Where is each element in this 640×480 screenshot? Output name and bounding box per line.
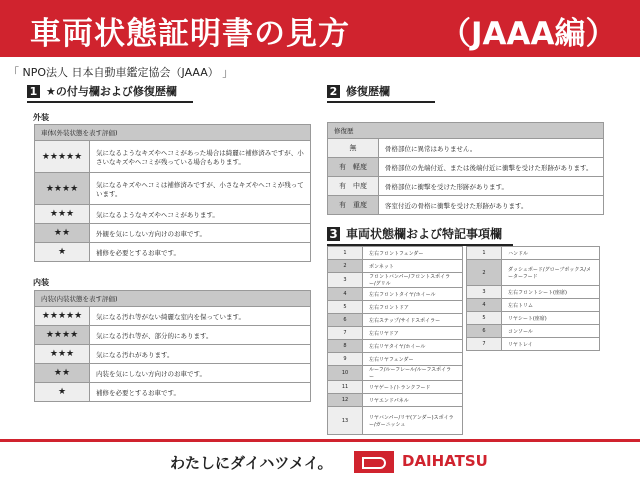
rating-cell: 3 <box>328 273 363 288</box>
rating-cell: 8 <box>328 340 363 353</box>
rating-cell: ★★★★ <box>35 173 90 205</box>
rating-cell: ★★★★ <box>35 326 90 345</box>
table-row <box>328 177 604 196</box>
rating-cell: 7 <box>328 327 363 340</box>
table-row <box>467 325 600 338</box>
description-cell: フロントバンパー/フロントスポイラー/グリル <box>363 273 463 288</box>
rating-cell: 10 <box>328 366 363 381</box>
slogan-logo: わたしにダイハツメイ。 <box>170 454 333 472</box>
table-row <box>328 260 463 273</box>
daihatsu-mark-icon <box>354 451 394 473</box>
table-row <box>328 327 463 340</box>
description-cell: 気になるようなキズやヘコミがあります。 <box>90 205 311 224</box>
brand-logo: DAIHATSU <box>402 452 488 470</box>
interior-parts-table <box>466 246 600 351</box>
description-cell: 気になる汚れ等がない綺麗な室内を保っています。 <box>90 307 311 326</box>
description-cell: リヤシート(座席) <box>502 312 600 325</box>
table-row <box>467 299 600 312</box>
rating-cell: ★ <box>35 383 90 402</box>
table-row <box>328 196 604 215</box>
section-title: 車両状態欄および特記事項欄 <box>346 227 503 241</box>
description-cell: 客室付近の骨格に衝撃を受けた形跡があります。 <box>379 196 604 215</box>
table-row <box>328 314 463 327</box>
table-row <box>328 394 463 407</box>
table-row <box>35 364 311 383</box>
description-cell: ハンドル <box>502 247 600 260</box>
exterior-rating-table <box>34 124 311 262</box>
footer-divider <box>0 439 640 442</box>
table-row <box>328 381 463 394</box>
rating-cell: 12 <box>328 394 363 407</box>
description-cell: 外観を気にしない方向けのお車です。 <box>90 224 311 243</box>
section-number: 1 <box>27 85 40 98</box>
table-row <box>328 273 463 288</box>
section-number: 2 <box>327 85 340 98</box>
rating-cell: 13 <box>328 407 363 435</box>
description-cell: 左右ステップ/サイドスポイラー <box>363 314 463 327</box>
rating-cell: ★★★ <box>35 345 90 364</box>
table-row <box>467 260 600 286</box>
rating-cell: 9 <box>328 353 363 366</box>
table-row <box>35 205 311 224</box>
description-cell: 気になる汚れがあります。 <box>90 345 311 364</box>
description-cell: 気になるキズやヘコミは補修済みですが、小さなキズやヘコミが残っています。 <box>90 173 311 205</box>
table-row <box>35 345 311 364</box>
rating-cell: 6 <box>467 325 502 338</box>
rating-cell: 4 <box>328 288 363 301</box>
rating-cell: ★★★★★ <box>35 307 90 326</box>
rating-cell: 有 重度 <box>328 196 379 215</box>
section2-heading <box>327 83 435 103</box>
table-row <box>467 338 600 351</box>
section1-heading <box>27 83 193 103</box>
table-row <box>467 247 600 260</box>
table-row <box>35 173 311 205</box>
section-title: 修復歴欄 <box>346 85 390 98</box>
rating-cell: 4 <box>467 299 502 312</box>
header-banner <box>0 0 640 57</box>
interior-label: 内装 <box>33 278 49 287</box>
description-cell: ルーフ/ルーフレール/ルーフスポイラー <box>363 366 463 381</box>
page-edition: （JAAA編） <box>440 16 617 52</box>
description-cell: 補修を必要とするお車です。 <box>90 243 311 262</box>
description-cell: 気になるようなキズやヘコミがあった場合は綺麗に補修済みですが、小さいなキズやヘコミが残っている場合もあります。 <box>90 141 311 173</box>
description-cell: 気になる汚れ等が、部分的にあります。 <box>90 326 311 345</box>
rating-cell: ★★★ <box>35 205 90 224</box>
description-cell: リヤバンパー/リヤ(アンダー)スポイラー/ガーニッシュ <box>363 407 463 435</box>
rating-cell: ★★ <box>35 364 90 383</box>
description-cell: 内装を気にしない方向けのお車です。 <box>90 364 311 383</box>
table-row <box>467 286 600 299</box>
table-row <box>35 326 311 345</box>
rating-cell: 有 軽度 <box>328 158 379 177</box>
table-row <box>467 312 600 325</box>
rating-cell: 3 <box>467 286 502 299</box>
rating-cell: 7 <box>467 338 502 351</box>
rating-cell: 6 <box>328 314 363 327</box>
interior-rating-table <box>34 290 311 402</box>
description-cell: 左右フロントドア <box>363 301 463 314</box>
description-cell: リヤゲート/トランクフード <box>363 381 463 394</box>
description-cell: 骨格部位に異常はありません。 <box>379 139 604 158</box>
description-cell: 左右リヤフェンダー <box>363 353 463 366</box>
description-cell: 骨格部位に衝撃を受けた形跡があります。 <box>379 177 604 196</box>
section-number: 3 <box>327 227 340 241</box>
rating-cell: 1 <box>467 247 502 260</box>
description-cell: 左右フロントタイヤ/ホイール <box>363 288 463 301</box>
rating-cell: 5 <box>467 312 502 325</box>
description-cell: 左右フロントフェンダー <box>363 247 463 260</box>
description-cell: 補修を必要とするお車です。 <box>90 383 311 402</box>
table-header: 車体(外装状態を表す評価) <box>35 125 311 141</box>
description-cell: コンソール <box>502 325 600 338</box>
table-header: 修復歴 <box>328 123 604 139</box>
exterior-label: 外装 <box>33 113 49 122</box>
table-row <box>35 224 311 243</box>
table-row <box>328 353 463 366</box>
table-row <box>328 340 463 353</box>
subtitle: 「 NPO法人 日本自動車鑑定協会（JAAA） 」 <box>8 66 234 79</box>
description-cell: 左右リヤドア <box>363 327 463 340</box>
section3-heading <box>327 225 513 246</box>
table-row <box>35 243 311 262</box>
table-row <box>328 247 463 260</box>
description-cell: ダッシュボード/グローブボックス/メーターフード <box>502 260 600 286</box>
rating-cell: 1 <box>328 247 363 260</box>
table-row <box>328 158 604 177</box>
description-cell: 左右フロントシート(座席) <box>502 286 600 299</box>
rating-cell: 2 <box>467 260 502 286</box>
rating-cell: 有 中度 <box>328 177 379 196</box>
table-row <box>35 141 311 173</box>
rating-cell: 5 <box>328 301 363 314</box>
page-title: 車両状態証明書の見方 <box>30 16 350 52</box>
description-cell: 左右リヤタイヤ/ホイール <box>363 340 463 353</box>
repair-history-table <box>327 122 604 215</box>
table-row <box>328 407 463 435</box>
rating-cell: 2 <box>328 260 363 273</box>
description-cell: ボンネット <box>363 260 463 273</box>
table-row <box>35 383 311 402</box>
section-title: ★の付与欄および修復歴欄 <box>46 85 177 98</box>
rating-cell: ★ <box>35 243 90 262</box>
description-cell: 骨格部位の先端付近、または後端付近に衝撃を受けた形跡があります。 <box>379 158 604 177</box>
table-row <box>328 288 463 301</box>
rating-cell: ★★ <box>35 224 90 243</box>
table-row <box>328 301 463 314</box>
description-cell: リヤエンドパネル <box>363 394 463 407</box>
description-cell: 左右トリム <box>502 299 600 312</box>
table-row <box>35 307 311 326</box>
rating-cell: 11 <box>328 381 363 394</box>
description-cell: リヤトレイ <box>502 338 600 351</box>
rating-cell: ★★★★★ <box>35 141 90 173</box>
table-row <box>328 366 463 381</box>
exterior-parts-table <box>327 246 463 435</box>
rating-cell: 無 <box>328 139 379 158</box>
table-header: 内装(内装状態を表す評価) <box>35 291 311 307</box>
table-row <box>328 139 604 158</box>
